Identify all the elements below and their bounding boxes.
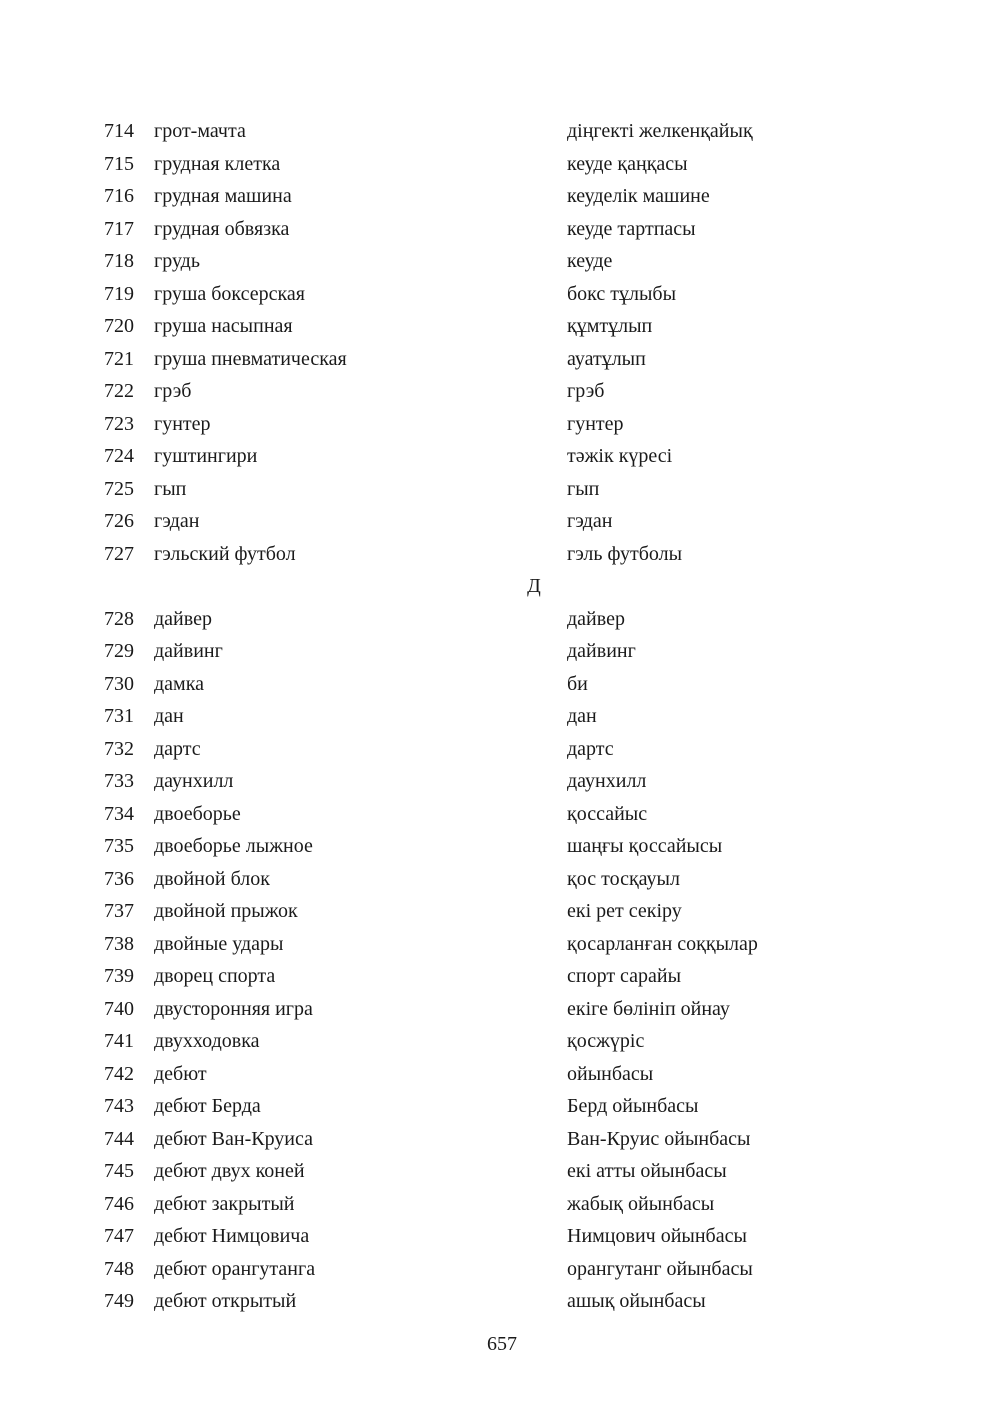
- entry-number: 744: [104, 1127, 134, 1150]
- entry-russian: двойные удары: [154, 932, 284, 955]
- entry-russian: дебют Нимцовича: [154, 1225, 310, 1247]
- entry-number: 748: [104, 1257, 134, 1280]
- entry-kazakh: дартс: [567, 737, 614, 760]
- entry-russian: двухходовка: [154, 1030, 260, 1052]
- entry-row: [0, 245, 1004, 278]
- entry-number: 714: [104, 120, 134, 142]
- entry-russian: дебют открытый: [154, 1290, 297, 1312]
- entry-kazakh: дайвер: [567, 607, 625, 630]
- entry-row: [0, 1090, 1004, 1123]
- entry-row: [0, 1025, 1004, 1058]
- entry-row: [0, 1123, 1004, 1156]
- entry-russian: грудная клетка: [154, 152, 281, 175]
- entry-kazakh: гунтер: [567, 412, 624, 435]
- entry-number: 715: [104, 152, 134, 175]
- entry-kazakh: қоссайыс: [567, 802, 648, 825]
- entry-row: [0, 830, 1004, 863]
- entry-russian: гэдан: [154, 510, 200, 532]
- entry-kazakh: дан: [567, 705, 597, 727]
- page-number: 657: [487, 1333, 517, 1355]
- entry-russian: двусторонняя игра: [154, 997, 313, 1020]
- entry-kazakh: қосжүріс: [567, 1030, 645, 1052]
- entry-russian: грэб: [154, 380, 192, 402]
- entry-row: [0, 1253, 1004, 1286]
- entry-number: 745: [104, 1160, 134, 1182]
- entry-russian: двойной прыжок: [154, 900, 298, 922]
- entry-russian: двоеборье лыжное: [154, 835, 313, 857]
- entry-number: 727: [104, 542, 134, 565]
- entry-number: 736: [104, 867, 134, 890]
- entry-kazakh: құмтұлып: [567, 315, 653, 337]
- entry-kazakh: даунхилл: [567, 770, 647, 792]
- entry-russian: гунтер: [154, 412, 211, 435]
- entry-row: [0, 700, 1004, 733]
- entry-number: 747: [104, 1225, 134, 1247]
- entry-number: 728: [104, 607, 134, 630]
- entry-kazakh: Нимцович ойынбасы: [567, 1225, 747, 1247]
- entry-row: [0, 1285, 1004, 1318]
- entry-russian: грот-мачта: [154, 120, 246, 142]
- entry-russian: двоеборье: [154, 802, 241, 825]
- entries-list: [0, 115, 1004, 1318]
- entry-russian: дайвер: [154, 607, 212, 630]
- entry-kazakh: спорт сарайы: [567, 965, 682, 987]
- entry-row: [0, 863, 1004, 896]
- entry-number: 722: [104, 380, 134, 402]
- entry-row: [0, 733, 1004, 766]
- entry-kazakh: ойынбасы: [567, 1062, 654, 1085]
- entry-number: 724: [104, 445, 134, 467]
- entry-russian: дайвинг: [154, 640, 223, 662]
- entry-row: [0, 115, 1004, 148]
- entry-kazakh: орангутанг ойынбасы: [567, 1257, 753, 1280]
- entry-row: [0, 603, 1004, 636]
- entry-kazakh: ашық ойынбасы: [567, 1290, 706, 1312]
- entry-number: 743: [104, 1095, 134, 1117]
- entry-number: 742: [104, 1062, 134, 1085]
- entry-row: [0, 343, 1004, 376]
- entry-kazakh: гэль футболы: [567, 542, 683, 565]
- entry-kazakh: қос тосқауыл: [567, 867, 680, 890]
- entry-number: 721: [104, 347, 134, 370]
- entry-kazakh: екі рет секіру: [567, 900, 682, 922]
- entry-number: 726: [104, 510, 134, 532]
- entry-row: [0, 1155, 1004, 1188]
- entry-kazakh: екіге бөлініп ойнау: [567, 997, 730, 1020]
- entry-row: [0, 798, 1004, 831]
- entry-row: [0, 408, 1004, 441]
- entry-russian: дворец спорта: [154, 965, 276, 987]
- entry-kazakh: гэдан: [567, 510, 613, 532]
- entry-russian: груша пневматическая: [154, 347, 347, 370]
- entry-kazakh: бокс тұлыбы: [567, 282, 677, 305]
- entry-kazakh: грэб: [567, 380, 605, 402]
- entry-row: [0, 993, 1004, 1026]
- entry-kazakh: қосарланған соққылар: [567, 932, 758, 955]
- entry-number: 733: [104, 770, 134, 792]
- entry-row: [0, 1058, 1004, 1091]
- entry-row: [0, 895, 1004, 928]
- entry-kazakh: Ван-Круис ойынбасы: [567, 1127, 751, 1150]
- entry-row: [0, 440, 1004, 473]
- entry-kazakh: кеуде: [567, 250, 613, 272]
- entry-russian: дартс: [154, 737, 201, 760]
- entry-number: 732: [104, 737, 134, 760]
- entry-kazakh: кеуде тартпасы: [567, 217, 696, 240]
- entry-number: 735: [104, 835, 134, 857]
- entry-number: 737: [104, 900, 134, 922]
- entry-russian: грудь: [154, 250, 200, 272]
- entry-number: 723: [104, 412, 134, 435]
- entry-row: [0, 1188, 1004, 1221]
- entry-number: 725: [104, 477, 134, 500]
- entry-row: [0, 668, 1004, 701]
- entry-row: [0, 538, 1004, 571]
- entry-row: [0, 148, 1004, 181]
- entry-row: [0, 473, 1004, 506]
- entry-number: 731: [104, 705, 134, 727]
- entry-russian: двойной блок: [154, 867, 270, 890]
- entry-russian: грудная машина: [154, 185, 292, 207]
- entry-kazakh: дайвинг: [567, 640, 636, 662]
- entry-russian: дебют Берда: [154, 1095, 261, 1117]
- entry-row: [0, 213, 1004, 246]
- entry-kazakh: кеуделік машине: [567, 185, 710, 207]
- entry-number: 738: [104, 932, 134, 955]
- entry-kazakh: шаңғы қоссайысы: [567, 835, 723, 857]
- entry-russian: грудная обвязка: [154, 217, 290, 240]
- entry-number: 717: [104, 217, 134, 240]
- entry-row: [0, 765, 1004, 798]
- entry-russian: гэльский футбол: [154, 542, 296, 565]
- entry-row: [0, 960, 1004, 993]
- entry-row: [0, 928, 1004, 961]
- entry-russian: дамка: [154, 672, 204, 695]
- entry-number: 730: [104, 672, 134, 695]
- entry-number: 718: [104, 250, 134, 272]
- entry-row: [0, 635, 1004, 668]
- entry-kazakh: би: [567, 672, 588, 695]
- entry-kazakh: Берд ойынбасы: [567, 1095, 699, 1117]
- entry-russian: гып: [154, 477, 187, 500]
- entry-russian: дебют Ван-Круиса: [154, 1127, 314, 1150]
- entry-kazakh: екі атты ойынбасы: [567, 1160, 727, 1182]
- entry-russian: дебют закрытый: [154, 1192, 295, 1215]
- entry-row: [0, 375, 1004, 408]
- entry-russian: даунхилл: [154, 770, 234, 792]
- entry-number: 716: [104, 185, 134, 207]
- entry-kazakh: гып: [567, 477, 600, 500]
- entry-row: [0, 180, 1004, 213]
- entry-number: 740: [104, 997, 134, 1020]
- entry-number: 739: [104, 965, 134, 987]
- entry-number: 746: [104, 1192, 134, 1215]
- entry-row: [0, 1220, 1004, 1253]
- entry-russian: гуштингири: [154, 445, 258, 467]
- letter-heading: Д: [527, 575, 541, 597]
- entry-russian: дебют орангутанга: [154, 1257, 316, 1280]
- entry-russian: груша боксерская: [154, 282, 305, 305]
- entry-kazakh: кеуде қаңқасы: [567, 152, 688, 175]
- entry-number: 720: [104, 315, 134, 337]
- entry-kazakh: тәжік күресі: [567, 445, 673, 467]
- entry-row: [0, 310, 1004, 343]
- entry-row: [0, 278, 1004, 311]
- entry-kazakh: жабық ойынбасы: [567, 1192, 715, 1215]
- entry-russian: груша насыпная: [154, 315, 293, 337]
- entry-number: 719: [104, 282, 134, 305]
- entry-number: 729: [104, 640, 134, 662]
- entry-row: [0, 505, 1004, 538]
- entry-russian: дебют двух коней: [154, 1160, 305, 1182]
- entry-number: 741: [104, 1030, 134, 1052]
- entry-number: 734: [104, 802, 134, 825]
- entry-russian: дебют: [154, 1062, 207, 1085]
- entry-russian: дан: [154, 705, 184, 727]
- entry-kazakh: діңгекті желкенқайық: [567, 120, 753, 142]
- entry-kazakh: ауатұлып: [567, 347, 646, 370]
- entry-number: 749: [104, 1290, 134, 1312]
